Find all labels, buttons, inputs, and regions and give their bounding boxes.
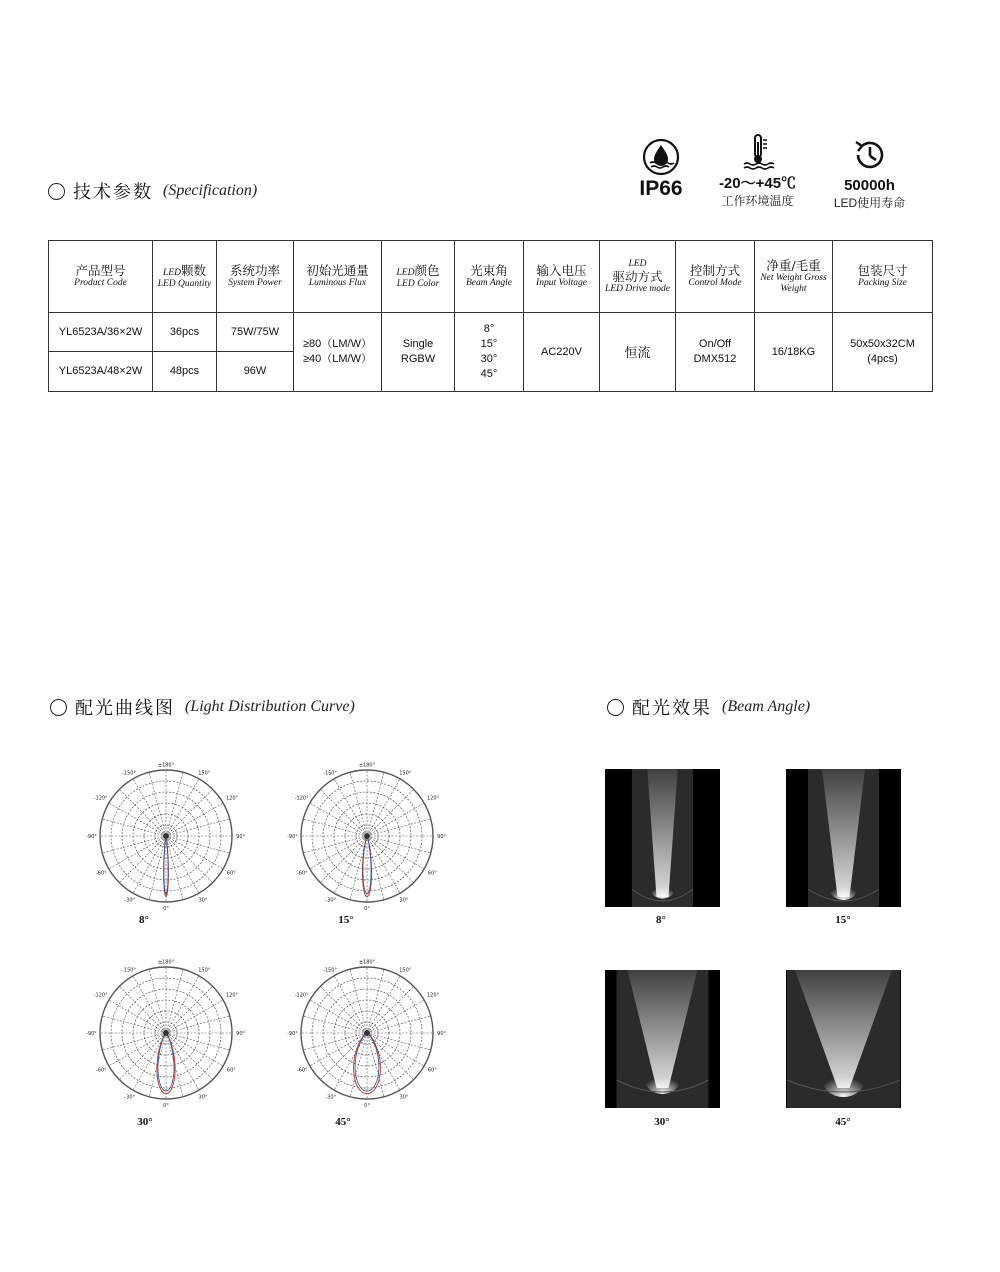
header-weight: 净重/毛重 Net Weight Gross Weight: [755, 241, 833, 313]
angle-tick-label: -90°: [287, 1031, 298, 1037]
drive-cell: 恒流: [600, 313, 676, 392]
angle-tick-label: -150°: [323, 770, 337, 777]
ip-label: IP66: [639, 177, 683, 200]
angle-tick-label: 30°: [198, 1094, 208, 1101]
angle-tick-label: 0°: [163, 905, 169, 912]
angle-tick-label: -90°: [287, 834, 298, 840]
table-header-row: [49, 241, 933, 313]
intensity-curve: [157, 1033, 175, 1094]
header-input-voltage: 输入电压 Input Voltage: [524, 241, 600, 313]
flux-cell: ≥80（LM/W） ≥40（LM/W）: [294, 313, 382, 392]
angle-tick-label: 0°: [163, 1102, 169, 1109]
spec-section-title: [48, 178, 257, 204]
angle-tick-label: -60°: [296, 870, 308, 877]
angle-tick-label: -60°: [95, 1067, 107, 1074]
angle-tick-label: -30°: [124, 897, 136, 904]
angle-tick-label: 90°: [236, 834, 246, 840]
spec-title-cn: 技术参数: [73, 182, 153, 203]
row1-qty: 36pcs: [153, 313, 217, 351]
polar-curve-diagram: [287, 760, 447, 912]
row2-code: YL6523A/48×2W: [49, 351, 153, 391]
angle-tick-label: 60°: [427, 870, 437, 877]
angle-tick-label: 30°: [198, 897, 208, 904]
angle-tick-label: 120°: [426, 992, 440, 999]
lifetime-label: LED使用寿命: [833, 196, 906, 210]
ip-badge: [626, 137, 696, 201]
row1-power: 75W/75W: [217, 313, 294, 351]
weight-cell: 16/18KG: [755, 313, 833, 392]
curve-title-en: (Light Distribution Curve): [185, 698, 355, 715]
curve-caption: 15°: [338, 914, 354, 926]
polar-curve-diagram: [86, 760, 246, 912]
angle-tick-label: -30°: [325, 1094, 337, 1101]
curve-title-cn: 配光曲线图: [75, 698, 175, 719]
angle-tick-label: 120°: [225, 795, 239, 802]
header-led-quantity: LED颗数 LED Quantity: [153, 241, 217, 313]
lifetime-badge: [822, 136, 917, 210]
angle-tick-label: 150°: [399, 770, 412, 777]
row1-code: YL6523A/36×2W: [49, 313, 153, 351]
color-cell: Single RGBW: [382, 313, 455, 392]
curve-section-title: [50, 694, 355, 720]
angle-tick-label: 150°: [399, 967, 412, 974]
lifetime-value: 50000h: [844, 177, 895, 194]
angle-tick-label: -150°: [122, 770, 136, 777]
angle-tick-label: ±180°: [157, 762, 175, 769]
angle-tick-label: -150°: [122, 967, 136, 974]
angle-tick-label: -120°: [93, 992, 108, 999]
curve-caption: 45°: [335, 1116, 351, 1128]
beam-caption: 8°: [656, 914, 666, 926]
packing-cell: 50x50x32CM (4pcs): [833, 313, 933, 392]
polar-curve-diagram: [86, 957, 246, 1109]
angle-tick-label: 30°: [399, 897, 409, 904]
angle-tick-label: -60°: [296, 1067, 308, 1074]
header-product-code: 产品型号 Product Code: [49, 241, 153, 313]
angle-tick-label: -60°: [95, 870, 107, 877]
beam-effect-image: [786, 970, 901, 1108]
angle-tick-label: -120°: [93, 795, 108, 802]
angle-tick-label: 150°: [198, 770, 211, 777]
voltage-cell: AC220V: [524, 313, 600, 392]
angle-tick-label: 90°: [236, 1031, 246, 1037]
temperature-badge: [710, 132, 805, 208]
curve-caption: 30°: [137, 1116, 153, 1128]
header-control-mode: 控制方式 Control Mode: [676, 241, 755, 313]
angle-tick-label: -30°: [124, 1094, 136, 1101]
spec-title-en: (Specification): [163, 182, 258, 199]
waterdrop-icon: [641, 137, 681, 177]
header-system-power: 系统功率 System Power: [217, 241, 294, 313]
table-row: [49, 313, 933, 351]
angle-tick-label: -120°: [294, 795, 309, 802]
angle-tick-label: 60°: [226, 870, 236, 877]
header-beam-angle: 光束角 Beam Angle: [455, 241, 524, 313]
header-led-color: LED颜色 LED Color: [382, 241, 455, 313]
angle-tick-label: 30°: [399, 1094, 409, 1101]
angle-cell: 8° 15° 30° 45°: [455, 313, 524, 392]
row2-power: 96W: [217, 351, 294, 391]
angle-tick-label: -120°: [294, 992, 309, 999]
thermometer-icon: [738, 132, 778, 172]
intensity-curve: [354, 1033, 381, 1094]
angle-tick-label: ±180°: [157, 959, 175, 966]
angle-tick-label: 90°: [437, 1031, 447, 1037]
beam-caption: 15°: [835, 914, 851, 926]
header-packing-size: 包装尺寸 Packing Size: [833, 241, 933, 313]
angle-tick-label: ±180°: [358, 762, 376, 769]
temperature-value: -20～+45℃: [718, 175, 797, 192]
curve-caption: 8°: [139, 914, 149, 926]
angle-tick-label: 90°: [437, 834, 447, 840]
angle-tick-label: -150°: [323, 967, 337, 974]
angle-tick-label: 0°: [364, 905, 370, 912]
angle-tick-label: 60°: [226, 1067, 236, 1074]
angle-tick-label: 120°: [225, 992, 239, 999]
beam-section-title: [607, 694, 810, 720]
temperature-label: 工作环境温度: [721, 194, 794, 208]
spec-table: [48, 240, 933, 392]
beam-caption: 45°: [835, 1116, 851, 1128]
angle-tick-label: -90°: [86, 834, 97, 840]
angle-tick-label: 120°: [426, 795, 440, 802]
polar-curve-diagram: [287, 957, 447, 1109]
history-clock-icon: [850, 136, 890, 174]
beam-caption: 30°: [654, 1116, 670, 1128]
circle-bullet-icon: [48, 183, 65, 200]
header-drive-mode: LED 驱动方式 LED Drive mode: [600, 241, 676, 313]
beam-effect-image: [605, 970, 720, 1108]
angle-tick-label: -30°: [325, 897, 337, 904]
angle-tick-label: ±180°: [358, 959, 376, 966]
beam-effect-image: [786, 769, 901, 907]
angle-tick-label: 150°: [198, 967, 211, 974]
circle-bullet-icon: [50, 699, 67, 716]
circle-bullet-icon: [607, 699, 624, 716]
row2-qty: 48pcs: [153, 351, 217, 391]
beam-effect-image: [605, 769, 720, 907]
beam-title-en: (Beam Angle): [722, 698, 811, 715]
control-cell: On/Off DMX512: [676, 313, 755, 392]
beam-title-cn: 配光效果: [632, 698, 712, 719]
angle-tick-label: -90°: [86, 1031, 97, 1037]
angle-tick-label: 0°: [364, 1102, 370, 1109]
header-luminous-flux: 初始光通量 Luminous Flux: [294, 241, 382, 313]
angle-tick-label: 60°: [427, 1067, 437, 1074]
